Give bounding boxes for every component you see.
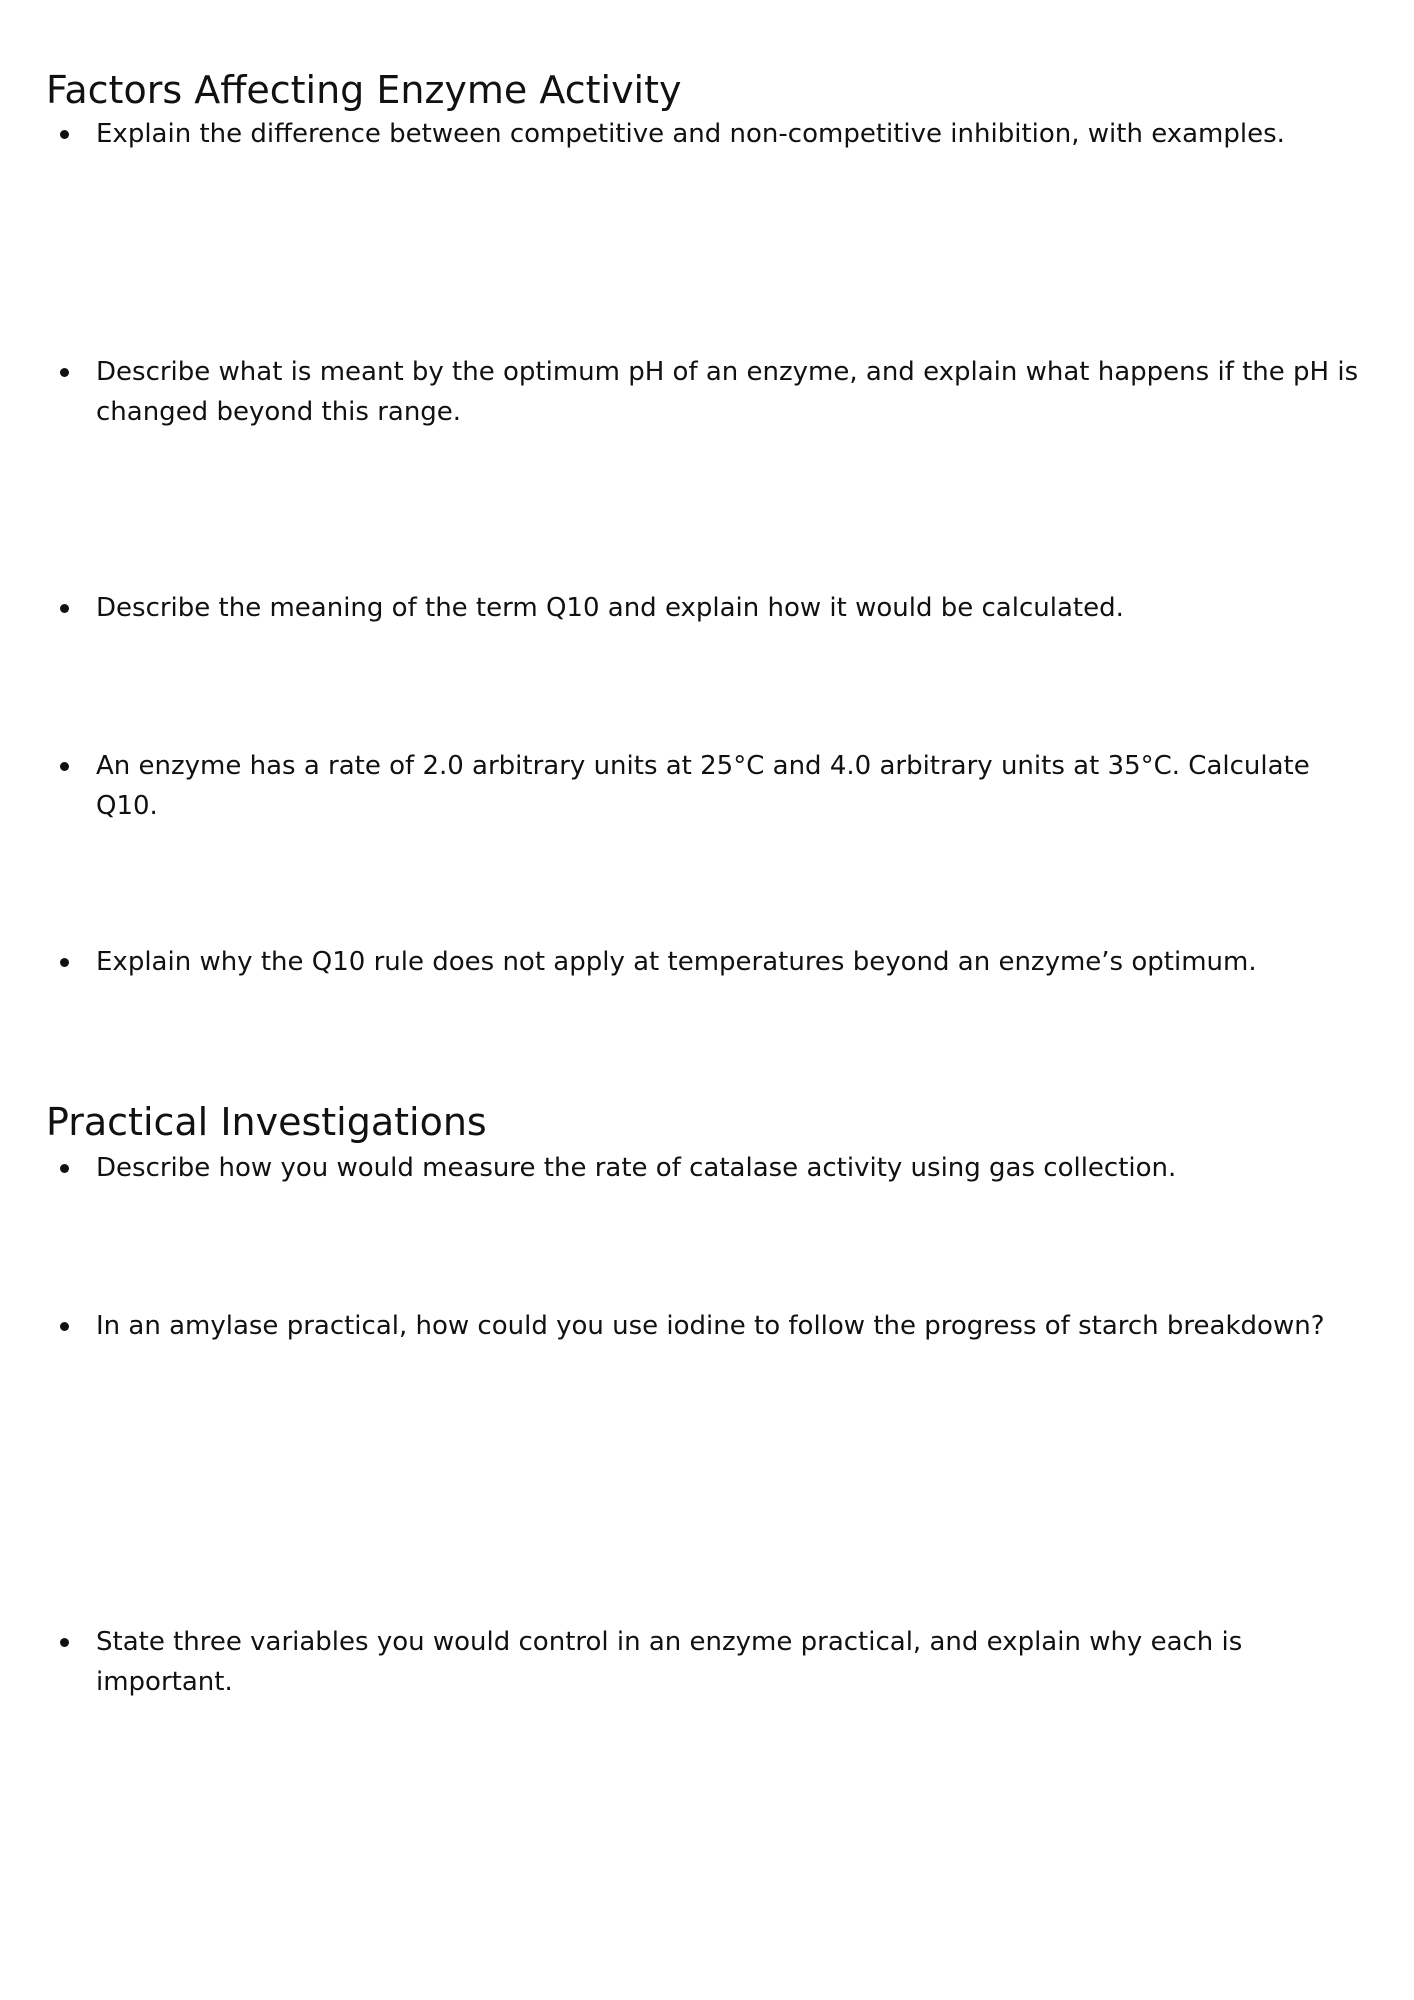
- section-heading-practical: Practical Investigations: [46, 1100, 487, 1144]
- question-text: Describe how you would measure the rate of catalase activity using gas collection.: [96, 1153, 1177, 1183]
- question-item: [60, 1306, 1378, 1346]
- bullet-icon: [60, 1622, 96, 1647]
- question-text: In an amylase practical, how could you use iodine to follow the progress of starch breakdown?: [96, 1311, 1325, 1341]
- bullet-icon: [60, 114, 96, 139]
- question-text: Explain why the Q10 rule does not apply at temperatures beyond an enzyme’s optimum.: [96, 947, 1257, 977]
- question-item: [60, 352, 1378, 432]
- question-item: [60, 1148, 1378, 1188]
- question-text: Describe what is meant by the optimum pH of an enzyme, and explain what happens if the pH is changed beyond this range.: [96, 357, 1359, 427]
- bullet-icon: [60, 588, 96, 613]
- question-item: [60, 588, 1378, 628]
- question-item: [60, 1622, 1378, 1702]
- bullet-icon: [60, 352, 96, 377]
- question-text: State three variables you would control in an enzyme practical, and explain why each is important.: [96, 1627, 1243, 1697]
- bullet-icon: [60, 746, 96, 771]
- question-text: An enzyme has a rate of 2.0 arbitrary units at 25°C and 4.0 arbitrary units at 35°C. Calculate Q10.: [96, 751, 1310, 821]
- bullet-icon: [60, 1148, 96, 1173]
- question-text: Explain the difference between competitive and non-competitive inhibition, with examples.: [96, 119, 1285, 149]
- section-heading-factors: Factors Affecting Enzyme Activity: [46, 68, 682, 112]
- question-item: [60, 114, 1378, 154]
- question-item: [60, 942, 1378, 982]
- bullet-icon: [60, 942, 96, 967]
- question-text: Describe the meaning of the term Q10 and explain how it would be calculated.: [96, 593, 1124, 623]
- bullet-icon: [60, 1306, 96, 1331]
- question-item: [60, 746, 1378, 826]
